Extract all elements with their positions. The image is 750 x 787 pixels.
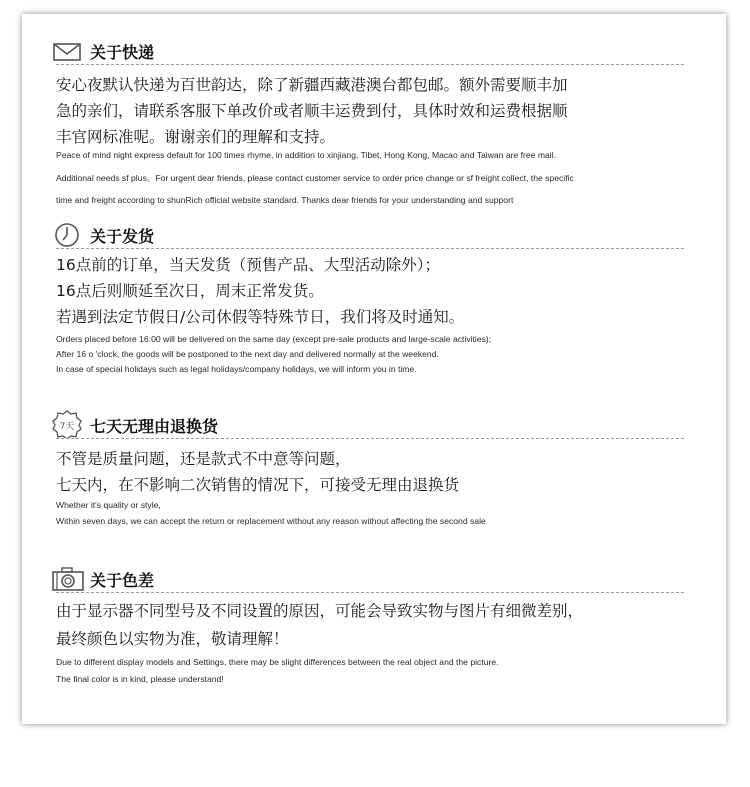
section-color-difference	[22, 564, 726, 684]
camera-icon	[50, 566, 86, 592]
section-title: 七天无理由退换货	[90, 417, 219, 436]
section-express	[22, 36, 726, 205]
cn-line: 最终颜色以实物为准，敬请理解！	[56, 630, 289, 648]
svg-text:7天: 7天	[59, 422, 75, 432]
en-line: After 16 o 'clock, the goods will be postponed to the next day and delivered normally at the weekend.	[56, 349, 439, 359]
envelope-icon	[52, 38, 84, 64]
section-title: 关于色差	[90, 571, 155, 590]
section-shipping	[22, 220, 726, 374]
section-title: 关于快递	[90, 43, 155, 62]
cn-line: 急的亲们，请联系客服下单改价或者顺丰运费到付，具体时效和运费根据顺	[56, 102, 568, 120]
en-line: Whether it's quality or style,	[56, 500, 161, 510]
section-title: 关于发货	[90, 227, 155, 246]
dashed-divider	[56, 248, 684, 249]
en-line: Due to different display models and Settings, there may be slight differences between the real object and the picture.	[56, 657, 499, 667]
dashed-divider	[56, 64, 684, 65]
en-line: Orders placed before 16:00 will be delivered on the same day (except pre-sale products and large-scale activities);	[56, 334, 492, 344]
cn-line: 16点前的订单，当天发货（预售产品、大型活动除外）；	[56, 256, 440, 274]
section-header	[22, 36, 726, 66]
cn-line: 16点后则顺延至次日，周末正常发货。	[56, 282, 324, 300]
en-line: Additional needs sf plus。For urgent dear friends, please contact customer service to order price change or sf freight collect, the specific	[56, 173, 574, 183]
en-line: Peace of mind night express default for 100 times rhyme, in addition to xinjiang, Tibet, Hong Kong, Macao and Taiwan are free mail.	[56, 150, 556, 160]
cn-line: 若遇到法定节假日/公司休假等特殊节日，我们将及时通知。	[56, 308, 465, 326]
cn-line: 七天内，在不影响二次销售的情况下，可接受无理由退换货	[56, 476, 460, 494]
cn-line: 安心夜默认快递为百世韵达，除了新疆西藏港澳台都包邮。额外需要顺丰加	[56, 76, 568, 94]
cn-line: 丰官网标准呢。谢谢亲们的理解和支持。	[56, 128, 336, 146]
dashed-divider	[56, 592, 684, 593]
section-header	[22, 220, 726, 250]
seven-day-badge-icon	[52, 408, 84, 438]
info-card	[22, 14, 726, 724]
cn-line: 不管是质量问题，还是款式不中意等问题，	[56, 450, 351, 468]
en-line: time and freight according to shunRich official website standard. Thanks dear friends for your understanding and support	[56, 195, 514, 205]
section-header	[22, 410, 726, 440]
en-line: The final color is in kind, please understand!	[56, 674, 224, 684]
dashed-divider	[56, 438, 684, 439]
cn-line: 由于显示器不同型号及不同设置的原因，可能会导致实物与图片有细微差别，	[56, 602, 584, 620]
section-returns	[22, 410, 726, 526]
en-line: In case of special holidays such as legal holidays/company holidays, we will inform you in time.	[56, 364, 417, 374]
clock-icon	[52, 222, 84, 248]
section-header	[22, 564, 726, 594]
en-line: Within seven days, we can accept the return or replacement without any reason without affecting the second sale	[56, 516, 486, 526]
